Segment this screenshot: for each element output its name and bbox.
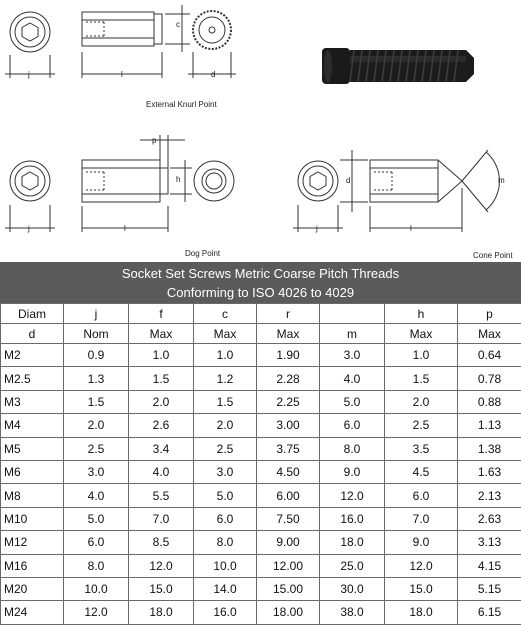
value-cell: 1.5 [194, 390, 257, 413]
value-cell: 1.5 [129, 367, 194, 390]
value-cell: 4.50 [257, 460, 320, 483]
value-cell: 0.88 [458, 390, 521, 413]
table-row [1, 554, 521, 577]
value-cell: 1.5 [385, 367, 458, 390]
value-cell: 0.64 [458, 344, 521, 367]
value-cell: 3.0 [64, 460, 129, 483]
value-cell: 8.0 [194, 531, 257, 554]
value-cell: 7.50 [257, 507, 320, 530]
value-cell: 6.0 [64, 531, 129, 554]
dog-dim-p: p [152, 136, 156, 145]
table-row [1, 507, 521, 530]
value-cell: 1.0 [129, 344, 194, 367]
size-cell: M24 [1, 601, 64, 624]
header-row-1 [1, 304, 521, 324]
size-cell: M2.5 [1, 367, 64, 390]
header-cell: Max [257, 324, 320, 344]
knurl-hex-end-view [10, 12, 50, 52]
knurl-dim-l: l [121, 70, 123, 79]
header-cell: h [385, 304, 458, 324]
value-cell: 18.0 [385, 601, 458, 624]
cone-dim-m: m [498, 176, 505, 185]
value-cell: 2.0 [64, 414, 129, 437]
value-cell: 30.0 [320, 577, 385, 600]
value-cell: 2.0 [385, 390, 458, 413]
dog-side-view [82, 160, 168, 202]
header-cell: Diam [1, 304, 64, 324]
table-row [1, 437, 521, 460]
value-cell: 12.0 [320, 484, 385, 507]
table-row [1, 390, 521, 413]
header-cell [320, 304, 385, 324]
value-cell: 4.15 [458, 554, 521, 577]
header-cell: Max [194, 324, 257, 344]
value-cell: 5.0 [64, 507, 129, 530]
value-cell: 5.15 [458, 577, 521, 600]
table-row [1, 531, 521, 554]
technical-drawings [0, 0, 521, 262]
value-cell: 18.00 [257, 601, 320, 624]
value-cell: 2.25 [257, 390, 320, 413]
size-cell: M6 [1, 460, 64, 483]
dog-caption: Dog Point [185, 249, 220, 258]
cone-hex-end-view [298, 161, 338, 201]
value-cell: 3.75 [257, 437, 320, 460]
table-body [1, 344, 521, 625]
value-cell: 2.0 [129, 390, 194, 413]
table-row [1, 601, 521, 624]
value-cell: 4.0 [320, 367, 385, 390]
dog-dim-h: h [176, 175, 180, 184]
table-subtitle: Conforming to ISO 4026 to 4029 [0, 283, 521, 302]
cone-dim-d: d [346, 176, 350, 185]
value-cell: 15.0 [129, 577, 194, 600]
value-cell: 1.2 [194, 367, 257, 390]
dog-end-view [194, 161, 234, 201]
set-screw-photo [322, 48, 474, 84]
table-title: Socket Set Screws Metric Coarse Pitch Threads [0, 262, 521, 283]
value-cell: 10.0 [194, 554, 257, 577]
value-cell: 12.0 [385, 554, 458, 577]
dimensions-table [0, 303, 521, 625]
value-cell: 2.6 [129, 414, 194, 437]
value-cell: 4.0 [64, 484, 129, 507]
value-cell: 9.0 [320, 460, 385, 483]
value-cell: 1.0 [385, 344, 458, 367]
knurl-end-view [193, 11, 231, 49]
value-cell: 5.5 [129, 484, 194, 507]
size-cell: M10 [1, 507, 64, 530]
header-cell: p [458, 304, 521, 324]
value-cell: 7.0 [129, 507, 194, 530]
value-cell: 1.63 [458, 460, 521, 483]
header-cell: m [320, 324, 385, 344]
table-row [1, 414, 521, 437]
value-cell: 15.00 [257, 577, 320, 600]
dog-dim-j: j [28, 224, 30, 233]
value-cell: 8.5 [129, 531, 194, 554]
table-row [1, 367, 521, 390]
size-cell: M20 [1, 577, 64, 600]
value-cell: 4.5 [385, 460, 458, 483]
size-cell: M3 [1, 390, 64, 413]
value-cell: 8.0 [320, 437, 385, 460]
value-cell: 3.0 [320, 344, 385, 367]
value-cell: 1.3 [64, 367, 129, 390]
size-cell: M4 [1, 414, 64, 437]
knurl-dim-d: d [211, 70, 215, 79]
cone-side-view [370, 160, 462, 202]
value-cell: 2.5 [64, 437, 129, 460]
value-cell: 12.0 [64, 601, 129, 624]
cone-caption: Cone Point [473, 251, 513, 260]
table-row [1, 484, 521, 507]
size-cell: M2 [1, 344, 64, 367]
value-cell: 1.0 [194, 344, 257, 367]
value-cell: 18.0 [320, 531, 385, 554]
value-cell: 16.0 [320, 507, 385, 530]
value-cell: 16.0 [194, 601, 257, 624]
value-cell: 1.90 [257, 344, 320, 367]
knurl-caption: External Knurl Point [146, 100, 217, 109]
header-cell: f [129, 304, 194, 324]
size-cell: M8 [1, 484, 64, 507]
table-title-bar [0, 262, 521, 303]
value-cell: 6.0 [385, 484, 458, 507]
value-cell: 3.00 [257, 414, 320, 437]
value-cell: 10.0 [64, 577, 129, 600]
header-cell: j [64, 304, 129, 324]
table-row [1, 344, 521, 367]
value-cell: 5.0 [320, 390, 385, 413]
size-cell: M16 [1, 554, 64, 577]
value-cell: 6.15 [458, 601, 521, 624]
value-cell: 38.0 [320, 601, 385, 624]
value-cell: 9.0 [385, 531, 458, 554]
value-cell: 4.0 [129, 460, 194, 483]
value-cell: 6.0 [194, 507, 257, 530]
size-cell: M5 [1, 437, 64, 460]
value-cell: 2.13 [458, 484, 521, 507]
value-cell: 7.0 [385, 507, 458, 530]
value-cell: 12.00 [257, 554, 320, 577]
knurl-side-view [82, 12, 162, 46]
value-cell: 2.63 [458, 507, 521, 530]
dog-dim-l: l [124, 224, 126, 233]
value-cell: 1.38 [458, 437, 521, 460]
cone-dim-l: l [410, 224, 412, 233]
value-cell: 8.0 [64, 554, 129, 577]
header-cell: d [1, 324, 64, 344]
value-cell: 25.0 [320, 554, 385, 577]
value-cell: 18.0 [129, 601, 194, 624]
value-cell: 0.78 [458, 367, 521, 390]
value-cell: 3.4 [129, 437, 194, 460]
knurl-dim-j: j [28, 70, 30, 79]
value-cell: 3.5 [385, 437, 458, 460]
value-cell: 14.0 [194, 577, 257, 600]
value-cell: 2.0 [194, 414, 257, 437]
value-cell: 12.0 [129, 554, 194, 577]
size-cell: M12 [1, 531, 64, 554]
value-cell: 0.9 [64, 344, 129, 367]
value-cell: 5.0 [194, 484, 257, 507]
header-cell: Max [458, 324, 521, 344]
value-cell: 1.13 [458, 414, 521, 437]
header-cell: Nom [64, 324, 129, 344]
header-cell: Max [129, 324, 194, 344]
value-cell: 2.5 [385, 414, 458, 437]
knurl-dim-c: c [176, 20, 180, 29]
value-cell: 6.00 [257, 484, 320, 507]
header-cell: c [194, 304, 257, 324]
value-cell: 15.0 [385, 577, 458, 600]
value-cell: 2.28 [257, 367, 320, 390]
table-row [1, 577, 521, 600]
header-row-2 [1, 324, 521, 344]
dog-hex-end-view [10, 161, 50, 201]
value-cell: 1.5 [64, 390, 129, 413]
cone-dim-j: j [316, 224, 318, 233]
table-row [1, 460, 521, 483]
value-cell: 3.13 [458, 531, 521, 554]
value-cell: 3.0 [194, 460, 257, 483]
value-cell: 6.0 [320, 414, 385, 437]
value-cell: 9.00 [257, 531, 320, 554]
header-cell: r [257, 304, 320, 324]
value-cell: 2.5 [194, 437, 257, 460]
header-cell: Max [385, 324, 458, 344]
